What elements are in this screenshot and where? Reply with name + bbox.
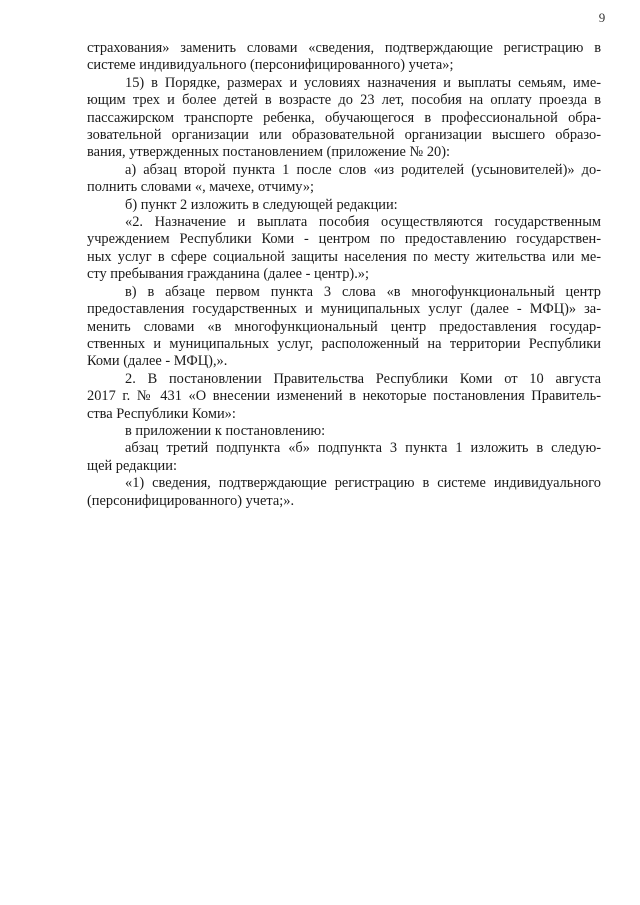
text-line: ства Республики Коми»: — [87, 405, 236, 422]
text-line: вания, утвержденных постановлением (приложение № 20): — [87, 144, 451, 161]
text-line: зовательной организации или образовательной организации высшего образо- — [87, 127, 601, 144]
text-line: (персонифицированного) учета;». — [87, 492, 295, 509]
paragraph-p6 — [87, 284, 601, 371]
text-line: абзац третий подпункта «б» подпункта 3 пункта 1 изложить в следую- — [125, 440, 601, 457]
text-line: сту пребывания гражданина (далее - центр).»; — [87, 266, 369, 283]
paragraph-p3 — [87, 162, 601, 197]
paragraph-p8 — [87, 423, 601, 440]
text-line: полнить словами «, мачехе, отчиму»; — [87, 179, 315, 196]
text-line: 15) в Порядке, размерах и условиях назначения и выплаты семьям, име- — [125, 74, 601, 91]
text-line: учреждением Республики Коми - центром по предоставлению государствен- — [87, 231, 601, 248]
text-line: пассажирском транспорте ребенка, обучающегося в профессиональной обра- — [87, 109, 601, 126]
text-line: «1) сведения, подтверждающие регистрацию в системе индивидуального — [125, 475, 601, 492]
text-line: страхования» заменить словами «сведения, подтверждающие регистрацию в — [87, 40, 601, 56]
paragraph-p1 — [87, 40, 601, 75]
paragraph-p9 — [87, 440, 601, 475]
paragraph-p5 — [87, 214, 601, 284]
text-line: 2. В постановлении Правительства Республики Коми от 10 августа — [125, 370, 601, 387]
text-line: в) в абзаце первом пункта 3 слова «в многофункциональный центр — [125, 283, 601, 300]
document-body — [87, 40, 601, 510]
text-line: 2017 г. № 431 «О внесении изменений в некоторые постановления Правитель- — [87, 388, 601, 405]
text-line: а) абзац второй пункта 1 после слов «из родителей (усыновителей)» до- — [125, 161, 601, 178]
text-line: ных услуг в сфере социальной защиты населения по месту жительства или ме- — [87, 248, 601, 265]
text-line: Коми (далее - МФЦ),». — [87, 353, 228, 370]
text-line: щей редакции: — [87, 457, 177, 474]
paragraph-p7 — [87, 371, 601, 423]
text-line: системе индивидуального (персонифицированного) учета»; — [87, 57, 454, 74]
page-number: 9 — [598, 10, 606, 25]
text-line: «2. Назначение и выплата пособия осуществляются государственным — [125, 214, 601, 231]
text-line: менить словами «в многофункциональный центр предоставления государ- — [87, 318, 601, 335]
text-line: предоставления государственных и муниципальных услуг (далее - МФЦ)» за- — [87, 301, 601, 318]
text-line: ственных и муниципальных услуг, расположенный на территории Республики — [87, 335, 601, 352]
text-line: ющим трех и более детей в возрасте до 23 лет, пособия на оплату проезда в — [87, 92, 601, 109]
paragraph-p2 — [87, 75, 601, 162]
text-line: б) пункт 2 изложить в следующей редакции: — [125, 196, 398, 213]
paragraph-p4 — [87, 197, 601, 214]
paragraph-p10 — [87, 475, 601, 510]
text-line: в приложении к постановлению: — [125, 422, 326, 439]
